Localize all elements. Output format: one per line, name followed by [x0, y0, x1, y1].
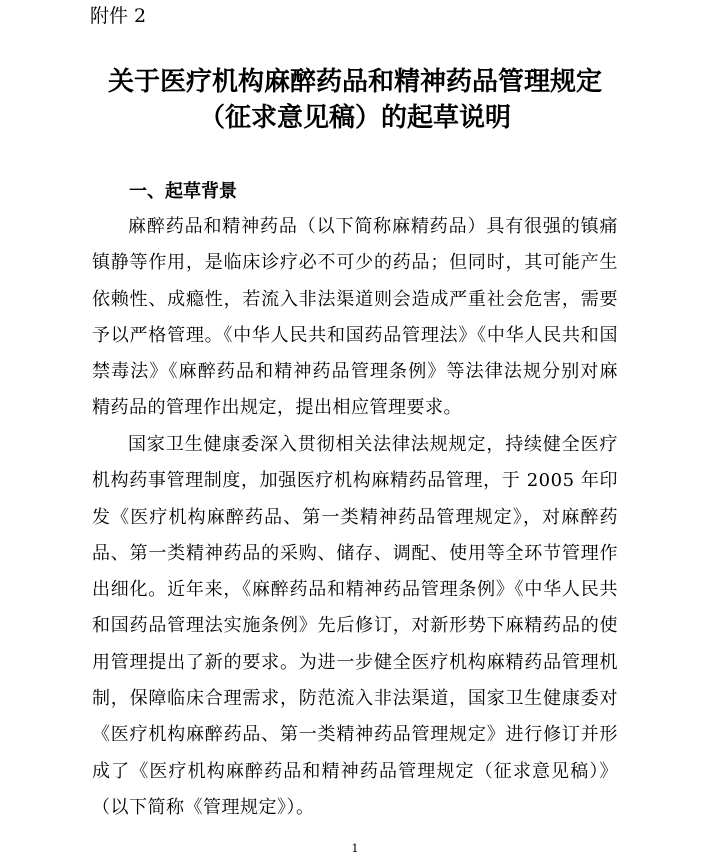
body-paragraph: 国家卫生健康委深入贯彻相关法律法规规定，持续健全医疗机构药事管理制度，加强医疗机构麻精药品管理，于 2005 年印发《医疗机构麻醉药品、第一类精神药品管理规定》，对麻醉药品、第一类精神药品的采购、储存、调配、使用等全环节管理作出细化。近年来，《麻醉药品和精神药品管理条例》《中华人民共和国药品管理法实施条例》先后修订，对新形势下麻精药品的使用管理提出了新的要求。为进一步健全医疗机构麻精药品管理机制，保障临床合理需求，防范流入非法渠道，国家卫生健康委对《医疗机构麻醉药品、第一类精神药品管理规定》进行修订并形成了《医疗机构麻醉药品和精神药品管理规定（征求意见稿）》（以下简称《管理规定》）。 — [92, 434, 618, 818]
page-number: 1 — [351, 842, 359, 855]
body-paragraph: 麻醉药品和精神药品（以下简称麻精药品）具有很强的镇痛镇静等作用，是临床诊疗必不可少的药品；但同时，其可能产生依赖性、成瘾性，若流入非法渠道则会造成严重社会危害，需要予以严格管理。《中华人民共和国药品管理法》《中华人民共和国禁毒法》《麻醉药品和精神药品管理条例》等法律法规分别对麻精药品的管理作出规定，提出相应管理要求。 — [92, 216, 618, 419]
document-title-line-1: 关于医疗机构麻醉药品和精神药品管理规定 — [107, 67, 602, 97]
section-heading: 一、起草背景 — [129, 181, 237, 202]
document-title-line-2: （征求意见稿）的起草说明 — [198, 103, 511, 133]
attachment-label: 附件 2 — [90, 5, 147, 27]
